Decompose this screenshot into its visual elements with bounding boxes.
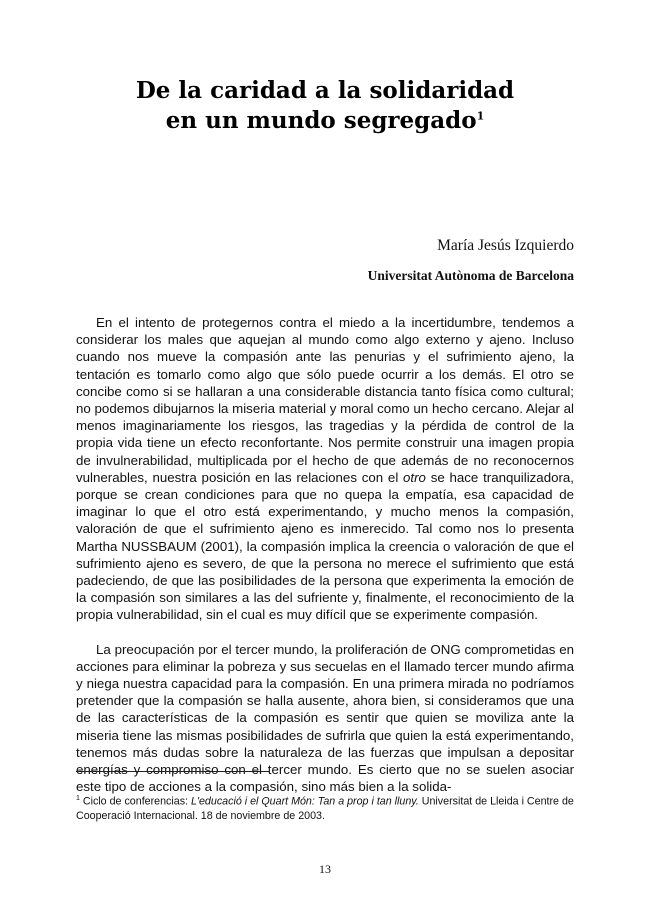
footnote-italic-title: L'educació i el Quart Món: Tan a prop i tan lluny. bbox=[191, 795, 419, 808]
title-footnote-marker[interactable]: 1 bbox=[476, 109, 485, 123]
footnote-marker: 1 bbox=[76, 795, 80, 802]
title-line-1: De la caridad a la solidaridad bbox=[135, 77, 515, 104]
paragraph-1-part-1: En el intento de protegernos contra el miedo a la incertidumbre, tendemos a considerar los males que aquejan al mundo como algo externo y ajeno. Incluso cuando nos mueve la compasión ante las penurias y el sufrimiento ajeno, la tentación es tomarlo como algo que sólo puede ocurrir a los demás. El otro se concibe como si se hallaran a una considerable distancia tanto física como cultural; no podemos dibujarnos la miseria material y moral como un hecho cercano. Alejar al menos imaginariamente los riesgos, las tragedias y la pérdida de control de la propia vida tiene un efecto reconfortante. Nos permite construir una imagen propia de invulnerabilidad, multiplicada por el hecho de que además de no reconocernos vulnerables, nuestra posición en las relaciones con el bbox=[76, 315, 574, 485]
author-name: María Jesús Izquierdo bbox=[437, 237, 574, 254]
emphasis-otro: otro bbox=[403, 469, 426, 485]
footnote-prefix: Ciclo de conferencias: bbox=[79, 795, 191, 808]
page-number: 13 bbox=[319, 862, 331, 876]
footnote-divider bbox=[76, 771, 270, 772]
author-affiliation: Universitat Autònoma de Barcelona bbox=[367, 268, 574, 283]
footnote-suffix: Universitat de Lleida i Centre de Cooperació Internacional. 18 de noviembre de 2003. bbox=[76, 795, 574, 822]
paragraph-1 bbox=[76, 314, 574, 624]
paragraph-2: La preocupación por el tercer mundo, la proliferación de ONG comprometidas en acciones para eliminar la pobreza y sus secuelas en el llamado tercer mundo afirma y niega nuestra capacidad para la compasión. En una primera mirada no podríamos pretender que la compasión se halla ausente, ahora bien, si consideramos que una de las características de la compasión es sentir que quien se moviliza ante la miseria tiene las mismas posibilidades de sufrirla que quien la está experimentando, tenemos más dudas sobre la naturaleza de las fuerzas que impulsan a depositar energías y compromiso con el tercer mundo. Es cierto que no se suelen asociar este tipo de acciones a la compasión, sino más bien a la solida- bbox=[76, 641, 574, 795]
title-line-2: en un mundo segregado bbox=[165, 107, 477, 134]
footnote-1 bbox=[76, 792, 574, 823]
paragraph-1-part-2: se hace tranquilizadora, porque se crean condiciones para que no quepa la empatía, esa capacidad de imaginar lo que el otro está experimentando, y mucho menos la compasión, valoración de que el sufrimiento ajeno es inmerecido. Tal como nos lo presenta Martha NUSSBAUM (2001), la compasión implica la creencia o valoración de que el sufrimiento ajeno es severo, de que la persona no merece el sufrimiento que está padeciendo, de que las posibilidades de la persona que experimenta la emoción de la compasión son similares a las del sufriente y, finalmente, el reconocimiento de la propia vulnerabilidad, sin el cual es muy difícil que se experimente compasión. bbox=[76, 469, 574, 623]
article-title bbox=[0, 76, 650, 136]
article-body bbox=[76, 314, 574, 812]
